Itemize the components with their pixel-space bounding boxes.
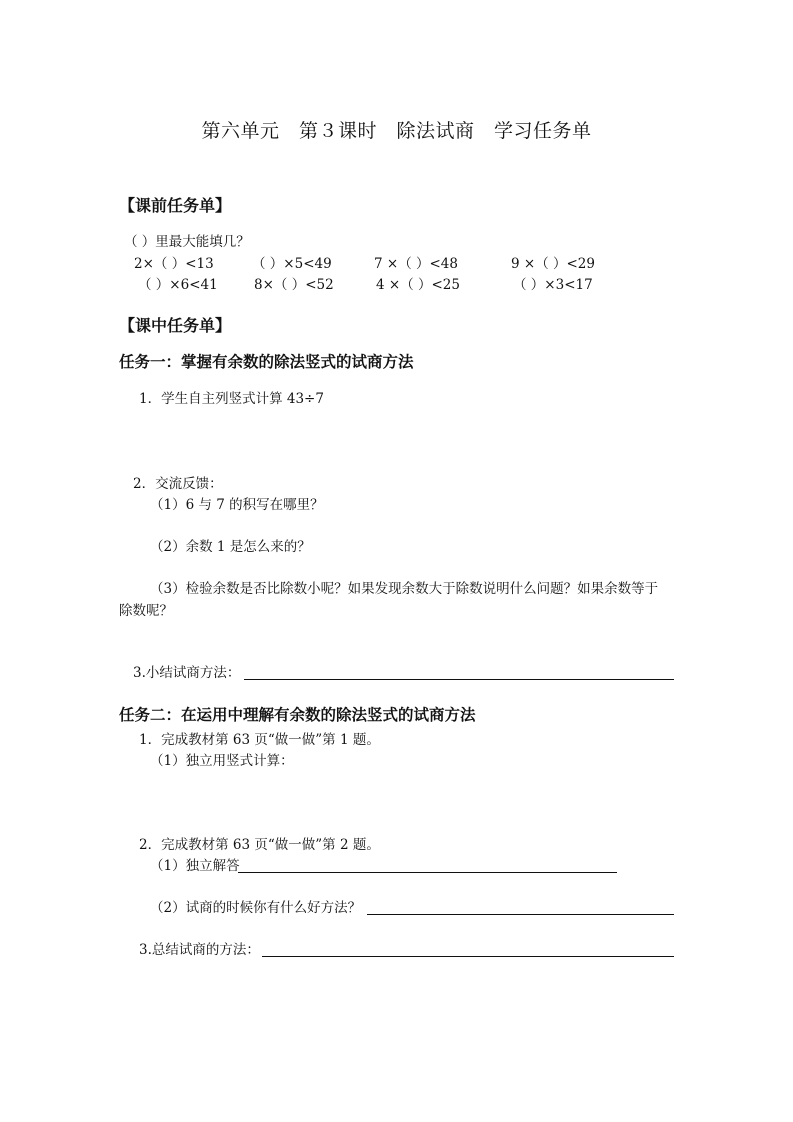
task2-item2a: （1）独立解答 (150, 858, 240, 874)
task2-title: 任务二：在运用中理解有余数的除法竖式的试商方法 (119, 705, 476, 724)
exercise-1-1: 2×（ ）<13 (134, 256, 214, 272)
task1-q2: （2）余数 1 是怎么来的？ (150, 539, 311, 555)
task2-answer-line[interactable] (238, 872, 617, 873)
task2-item1a: （1）独立用竖式计算： (150, 753, 294, 769)
task1-q3a: （3）检验余数是否比除数小呢？如果发现余数大于除数说明什么问题？如果余数等于 (150, 581, 659, 597)
task2-item2: 2．完成教材第 63 页“做一做”第 2 题。 (139, 837, 380, 853)
pre-class-question: （ ）里最大能填几？ (124, 234, 250, 250)
task1-q1: （1）6 与 7 的积写在哪里？ (150, 497, 324, 513)
task2-item1: 1．完成教材第 63 页“做一做”第 1 题。 (139, 732, 380, 748)
task2-item3: 3.总结试商的方法： (139, 942, 260, 958)
exercise-2-4: （ ）×3<17 (513, 277, 593, 293)
exercise-1-3: 7 ×（ ）<48 (374, 256, 458, 272)
pre-class-heading: 【课前任务单】 (119, 196, 232, 215)
task2-item2b: （2）试商的时候你有什么好方法？ (150, 900, 362, 916)
task1-item3: 3.小结试商方法： (133, 665, 241, 681)
task1-q3b: 除数呢？ (119, 603, 173, 619)
exercise-2-3: 4 ×（ ）<25 (376, 277, 460, 293)
page-title: 第六单元 第３课时 除法试商 学习任务单 (201, 120, 592, 142)
exercise-1-4: 9 ×（ ）<29 (511, 256, 595, 272)
exercise-2-2: 8×（ ）<52 (254, 277, 334, 293)
task2-method-answer-line[interactable] (367, 914, 674, 915)
task1-summary-answer-line[interactable] (244, 679, 674, 680)
task1-item2: 2．交流反馈： (133, 476, 223, 492)
task2-summary-answer-line[interactable] (262, 956, 674, 957)
in-class-heading: 【课中任务单】 (119, 316, 232, 335)
exercise-2-1: （ ）×6<41 (138, 277, 218, 293)
task1-item1: 1．学生自主列竖式计算 43÷7 (139, 391, 324, 407)
exercise-1-2: （ ）×5<49 (252, 256, 332, 272)
task1-title: 任务一：掌握有余数的除法竖式的试商方法 (119, 352, 414, 371)
